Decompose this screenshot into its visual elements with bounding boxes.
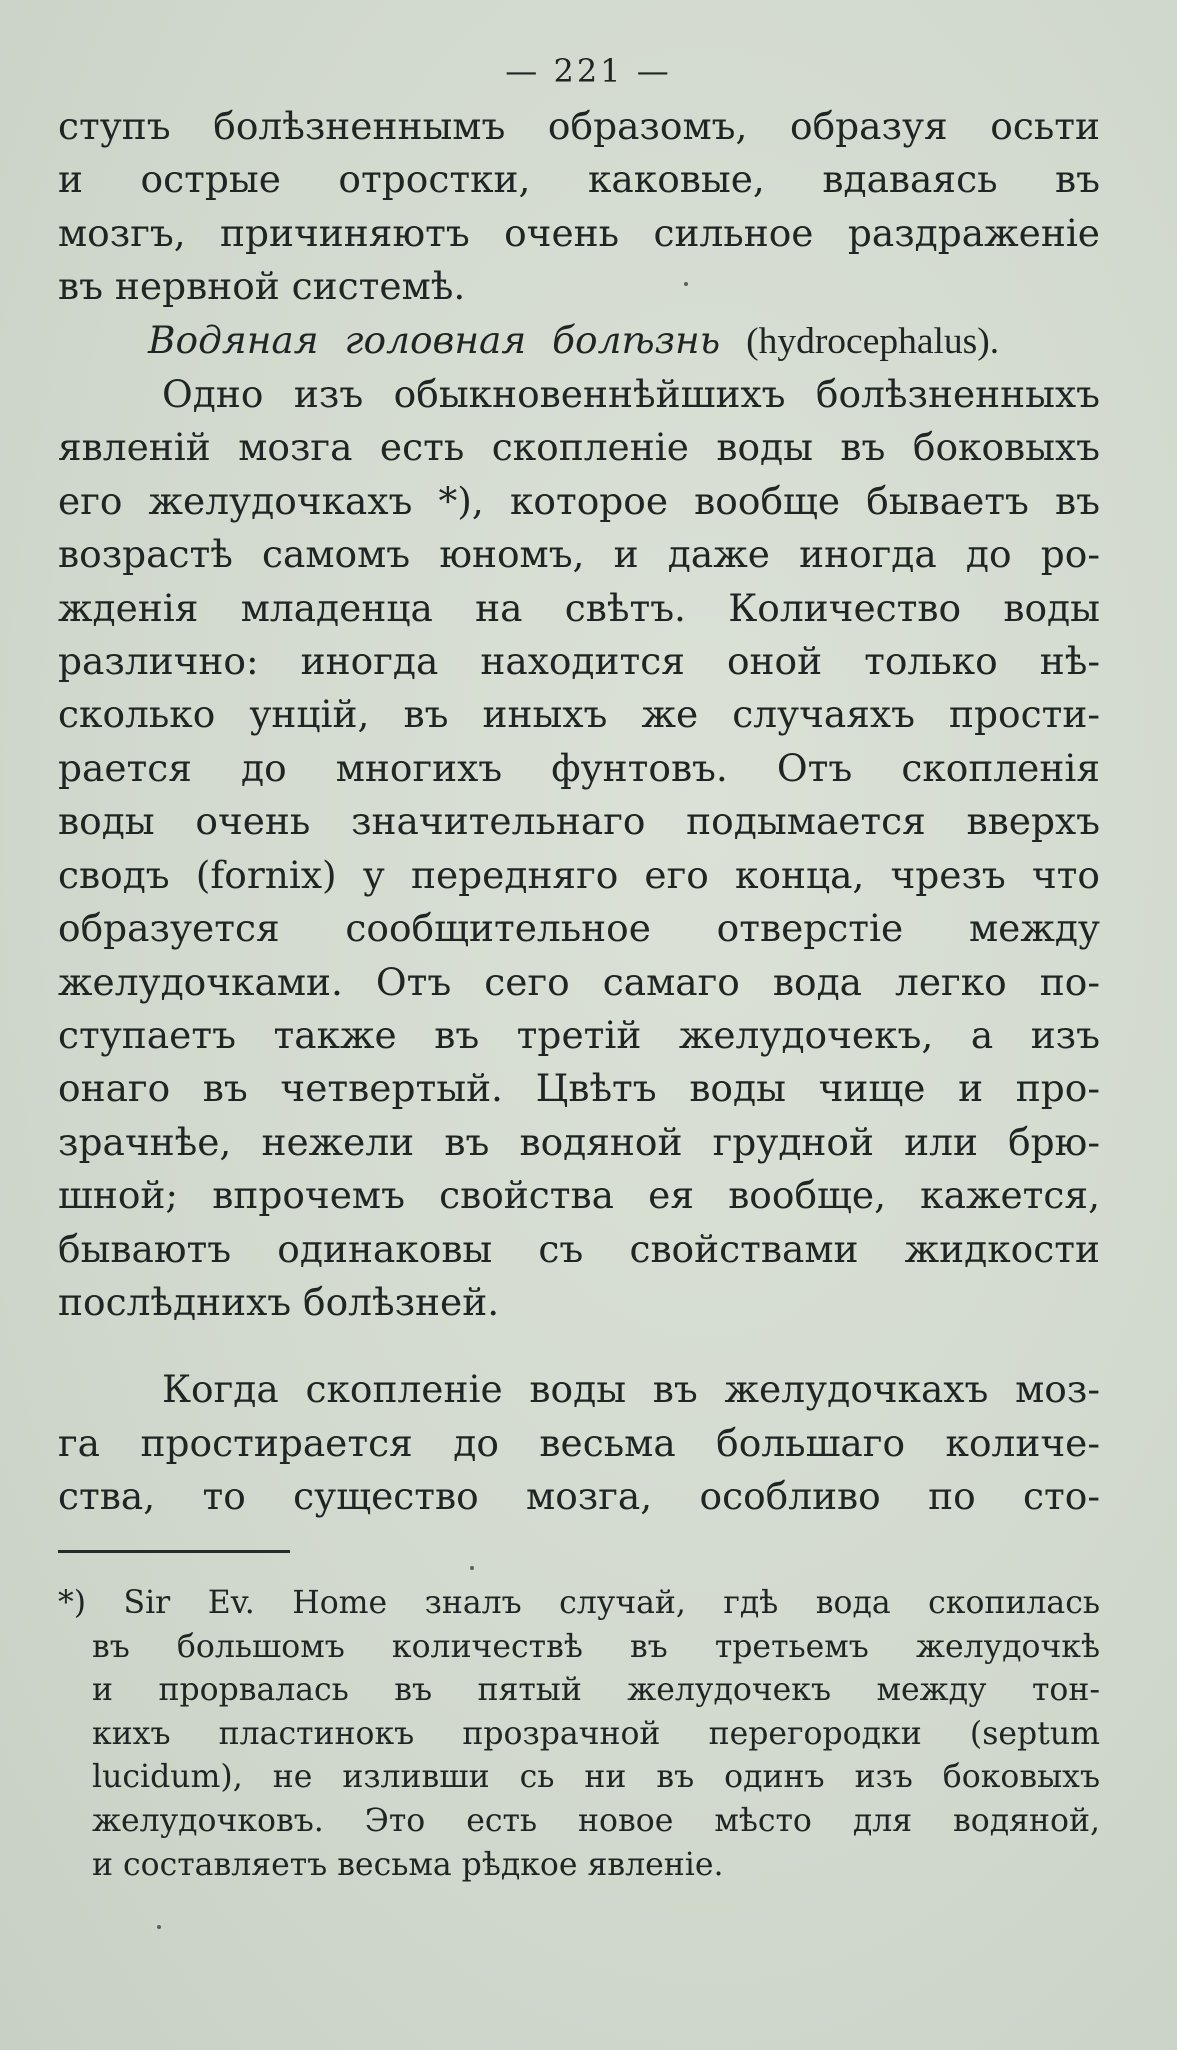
footnote-rule	[58, 1550, 290, 1553]
footnote-line: и составляетъ весьма рѣдкое явленіе.	[92, 1846, 724, 1883]
text-line: желудочками. Отъ сего самаго вода легко по-	[58, 959, 1100, 1004]
footnote-line: lucidum), не изливши сь ни въ одинъ изъ боковыхъ	[92, 1759, 1100, 1796]
heading-latin: (hydrocephalus)	[746, 320, 990, 362]
text-line: зрачнѣе, нежели въ водяной грудной или брю-	[58, 1119, 1100, 1164]
footnote-line: желудочковъ. Это есть новое мѣсто для водяной,	[92, 1802, 1100, 1839]
text-line: онаго въ четвертый. Цвѣтъ воды чище и про-	[58, 1066, 1100, 1111]
footnote-line: *) Sir Ev. Home зналъ случай, гдѣ вода скопилась	[58, 1585, 1100, 1621]
text-line: рается до многихъ фунтовъ. Отъ скопленія	[58, 745, 1100, 790]
paper-speck	[470, 1566, 474, 1570]
paragraph-2	[58, 1363, 1100, 1523]
text-line: сколько унцій, въ иныхъ же случаяхъ прости-	[58, 692, 1100, 737]
paragraph-1	[58, 368, 1100, 1329]
text-line: Одно изъ обыкновеннѣйшихъ болѣзненныхъ	[162, 372, 1100, 417]
text-line: га простирается до весьма большаго количе-	[58, 1420, 1100, 1465]
text-line: шной; впрочемъ свойства ея вообще, кажется,	[58, 1173, 1100, 1218]
text-line: ства, то существо мозга, особливо по сто-	[58, 1474, 1100, 1519]
paragraph-gap	[58, 1329, 1100, 1363]
text-line: Когда скопленіе воды въ желудочкахъ моз-	[162, 1367, 1100, 1412]
paper-speck	[684, 282, 688, 286]
footnote	[58, 1582, 1100, 1887]
text-line: послѣднихъ болѣзней.	[58, 1279, 500, 1324]
text-line: ступъ болѣзненнымъ образомъ, образуя осьти	[58, 104, 1100, 148]
text-line: мозгъ, причиняютъ очень сильное раздраженіе	[58, 210, 1100, 255]
text-line: бываютъ одинаковы съ свойствами жидкости	[58, 1226, 1100, 1271]
section-heading	[58, 314, 1100, 368]
page-number: — 221 —	[505, 52, 672, 90]
text-line: ступаетъ также въ третій желудочекъ, а изъ	[58, 1012, 1100, 1057]
paper-speck	[157, 1925, 161, 1929]
text-line: сводъ (fornix) у передняго его конца, чрезъ что	[58, 852, 1100, 897]
text-line: и острые отростки, каковые, вдаваясь въ	[58, 157, 1100, 202]
text-line: его желудочкахъ *), которое вообще бываетъ въ	[58, 478, 1100, 523]
footnote-line: въ большомъ количествѣ въ третьемъ желудочкѣ	[92, 1628, 1100, 1665]
text-line: воды очень значительнаго подымается вверхъ	[58, 799, 1100, 844]
text-line: жденія младенца на свѣтъ. Количество воды	[58, 585, 1100, 630]
footnote-line: кихъ пластинокъ прозрачной перегородки (septum	[92, 1715, 1100, 1752]
text-line: возрастѣ самомъ юномъ, и даже иногда до ро-	[58, 532, 1100, 577]
text-line: явленій мозга есть скопленіе воды въ боковыхъ	[58, 425, 1100, 470]
heading-period: .	[989, 320, 1000, 362]
footnote-line: и прорвалась въ пятый желудочекъ между тон-	[92, 1672, 1100, 1709]
text-line: различно: иногда находится оной только нѣ-	[58, 639, 1100, 684]
text-line: образуется сообщительное отверстіе между	[58, 906, 1100, 951]
heading-title: Водяная головная болѣзнь	[148, 317, 721, 362]
main-text	[58, 100, 1100, 1524]
text-line: въ нервной системѣ.	[58, 264, 466, 309]
